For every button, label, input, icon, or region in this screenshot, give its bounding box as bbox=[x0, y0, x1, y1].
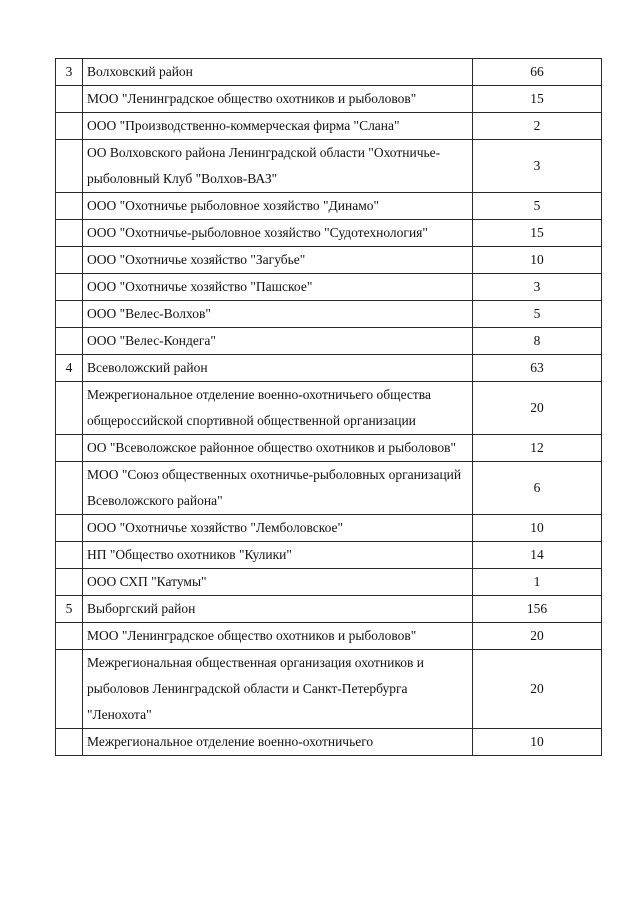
row-number-cell: 4 bbox=[56, 355, 83, 382]
organization-name-cell: ООО "Производственно-коммерческая фирма "Слана" bbox=[83, 113, 473, 140]
count-cell: 3 bbox=[473, 140, 602, 193]
organization-name-cell: НП "Общество охотников "Кулики" bbox=[83, 542, 473, 569]
table-row bbox=[56, 193, 602, 220]
table-row bbox=[56, 113, 602, 140]
table-row bbox=[56, 435, 602, 462]
organization-name-cell: ОО Волховского района Ленинградской области "Охотничье-рыболовный Клуб "Волхов-ВАЗ" bbox=[83, 140, 473, 193]
table-row bbox=[56, 59, 602, 86]
count-cell: 12 bbox=[473, 435, 602, 462]
table-row bbox=[56, 596, 602, 623]
row-number-cell bbox=[56, 650, 83, 729]
count-cell: 2 bbox=[473, 113, 602, 140]
row-number-cell bbox=[56, 623, 83, 650]
table-body bbox=[56, 59, 602, 756]
organization-name-cell: ОО "Всеволожское районное общество охотников и рыболовов" bbox=[83, 435, 473, 462]
table-row bbox=[56, 515, 602, 542]
row-number-cell bbox=[56, 515, 83, 542]
table-row bbox=[56, 301, 602, 328]
table-row bbox=[56, 623, 602, 650]
count-cell: 20 bbox=[473, 623, 602, 650]
count-cell: 63 bbox=[473, 355, 602, 382]
row-number-cell bbox=[56, 140, 83, 193]
organization-name-cell: Всеволожский район bbox=[83, 355, 473, 382]
count-cell: 20 bbox=[473, 650, 602, 729]
count-cell: 10 bbox=[473, 247, 602, 274]
organization-name-cell: Волховский район bbox=[83, 59, 473, 86]
table-row bbox=[56, 382, 602, 435]
organization-name-cell: ООО "Велес-Волхов" bbox=[83, 301, 473, 328]
table-row bbox=[56, 86, 602, 113]
row-number-cell bbox=[56, 382, 83, 435]
organization-name-cell: Межрегиональное отделение военно-охотничьего общества общероссийской спортивной общественной организации bbox=[83, 382, 473, 435]
row-number-cell bbox=[56, 729, 83, 756]
hunting-organizations-table bbox=[55, 58, 602, 756]
row-number-cell bbox=[56, 435, 83, 462]
table-row bbox=[56, 650, 602, 729]
row-number-cell bbox=[56, 113, 83, 140]
count-cell: 14 bbox=[473, 542, 602, 569]
table-row bbox=[56, 140, 602, 193]
row-number-cell bbox=[56, 569, 83, 596]
table-row bbox=[56, 274, 602, 301]
row-number-cell bbox=[56, 462, 83, 515]
row-number-cell bbox=[56, 301, 83, 328]
table-row bbox=[56, 355, 602, 382]
table-row bbox=[56, 542, 602, 569]
count-cell: 15 bbox=[473, 220, 602, 247]
count-cell: 20 bbox=[473, 382, 602, 435]
row-number-cell bbox=[56, 542, 83, 569]
organization-name-cell: ООО "Охотничье хозяйство "Пашское" bbox=[83, 274, 473, 301]
organization-name-cell: ООО "Охотничье-рыболовное хозяйство "Судотехнология" bbox=[83, 220, 473, 247]
organization-name-cell: Межрегиональная общественная организация охотников и рыболовов Ленинградской области и Санкт-Петербурга "Ленохота" bbox=[83, 650, 473, 729]
organization-name-cell: МОО "Ленинградское общество охотников и рыболовов" bbox=[83, 86, 473, 113]
count-cell: 10 bbox=[473, 515, 602, 542]
count-cell: 6 bbox=[473, 462, 602, 515]
table-row bbox=[56, 247, 602, 274]
organization-name-cell: ООО "Охотничье рыболовное хозяйство "Динамо" bbox=[83, 193, 473, 220]
row-number-cell bbox=[56, 220, 83, 247]
count-cell: 8 bbox=[473, 328, 602, 355]
organization-name-cell: ООО "Велес-Кондега" bbox=[83, 328, 473, 355]
count-cell: 15 bbox=[473, 86, 602, 113]
table-row bbox=[56, 328, 602, 355]
count-cell: 5 bbox=[473, 301, 602, 328]
organization-name-cell: Межрегиональное отделение военно-охотничьего bbox=[83, 729, 473, 756]
row-number-cell bbox=[56, 247, 83, 274]
row-number-cell bbox=[56, 274, 83, 301]
row-number-cell: 3 bbox=[56, 59, 83, 86]
row-number-cell: 5 bbox=[56, 596, 83, 623]
count-cell: 5 bbox=[473, 193, 602, 220]
organization-name-cell: МОО "Ленинградское общество охотников и рыболовов" bbox=[83, 623, 473, 650]
organization-name-cell: ООО "Охотничье хозяйство "Загубье" bbox=[83, 247, 473, 274]
organization-name-cell: ООО "Охотничье хозяйство "Лемболовское" bbox=[83, 515, 473, 542]
count-cell: 1 bbox=[473, 569, 602, 596]
organization-name-cell: МОО "Союз общественных охотничье-рыболовных организаций Всеволожского района" bbox=[83, 462, 473, 515]
organization-name-cell: Выборгский район bbox=[83, 596, 473, 623]
table-row bbox=[56, 220, 602, 247]
organization-name-cell: ООО СХП "Катумы" bbox=[83, 569, 473, 596]
table-row bbox=[56, 729, 602, 756]
count-cell: 66 bbox=[473, 59, 602, 86]
row-number-cell bbox=[56, 193, 83, 220]
row-number-cell bbox=[56, 328, 83, 355]
row-number-cell bbox=[56, 86, 83, 113]
table-row bbox=[56, 569, 602, 596]
count-cell: 3 bbox=[473, 274, 602, 301]
count-cell: 156 bbox=[473, 596, 602, 623]
count-cell: 10 bbox=[473, 729, 602, 756]
table-row bbox=[56, 462, 602, 515]
